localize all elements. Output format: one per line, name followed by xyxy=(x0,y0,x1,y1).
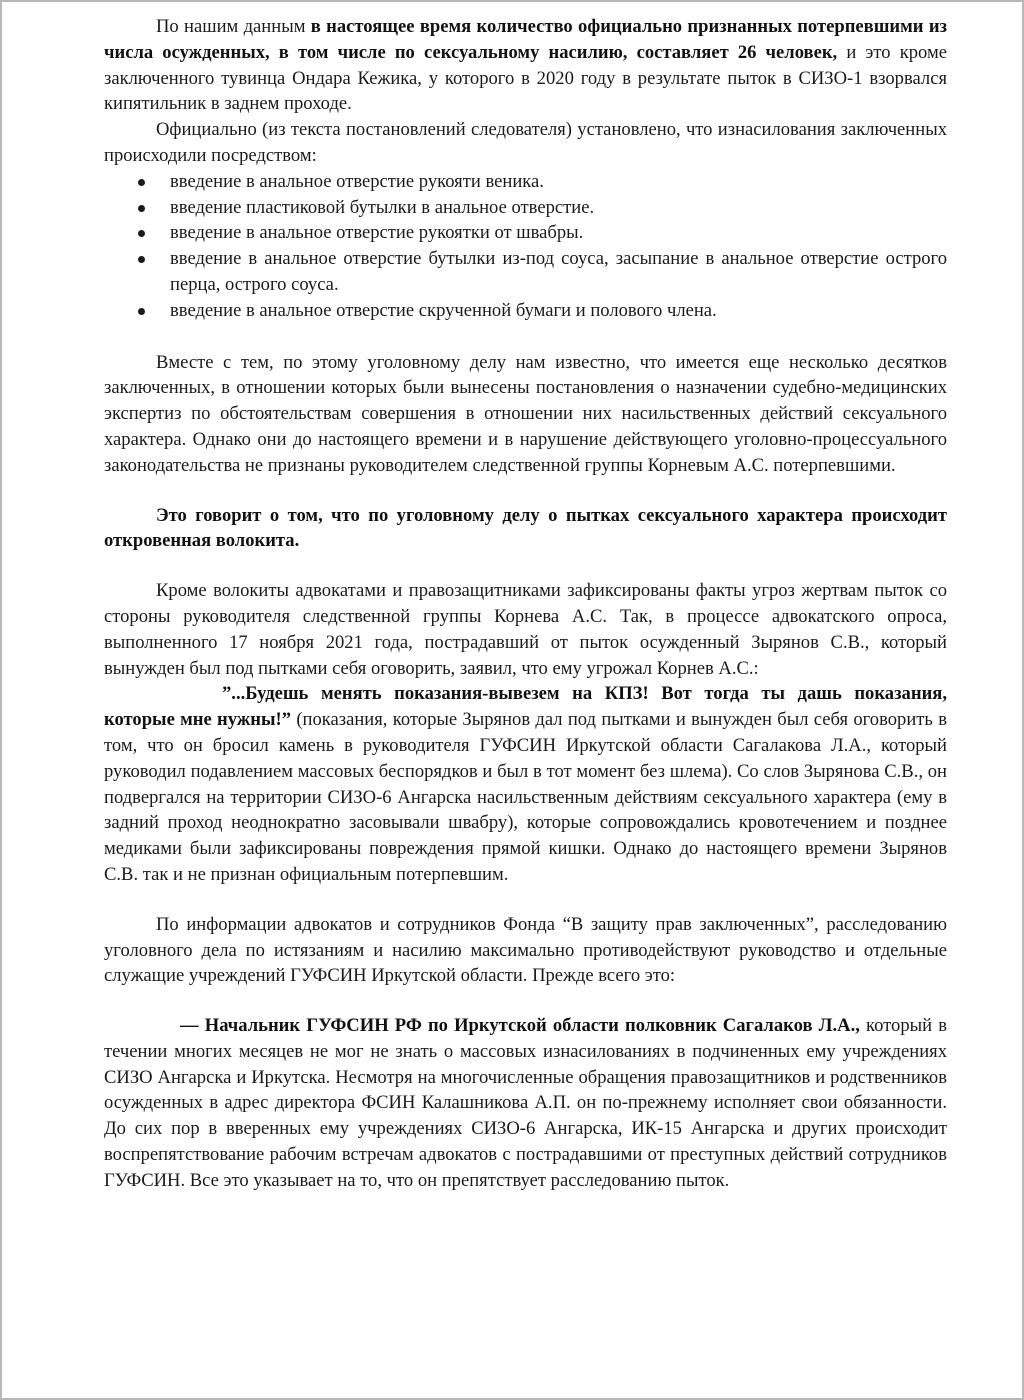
bold-victims-statement: в настоящее время количество официально признанных потерпевшими из числа осужденных, в том числе по сексуальному насилию, составляет 26 человек, xyxy=(104,16,948,63)
bullet-icon xyxy=(138,256,145,263)
text-run: который в течении многих месяцев не мог не знать о массовых изнасилованиях в подчиненных ему учреждениях СИЗО Ангарска и Иркутска. Несмотря на многочисленные обращения правозащитников и родственников осужденных в адрес директора ФСИН Калашникова А.П. он по-прежнему исполняет свои обязанности. До сих пор в вверенных ему учреждениях СИЗО-6 Ангарска, ИК-15 Ангарска и других происходит воспрепятствование рабочим встречам адвокатов с пострадавшими от преступных действий сотрудников ГУФСИН. Все это указывает на то, что он препятствует расследованию пыток. xyxy=(104,1015,947,1191)
paragraph-fund-information: По информации адвокатов и сотрудников Фонда “В защиту прав заключенных”, расследованию уголовного дела по истязаниям и насилию максимально противодействуют руководство и отдельные служащие учреждений ГУФСИН Иркутской области. Прежде всего это: xyxy=(104,913,947,987)
bullet-icon xyxy=(138,230,145,237)
methods-list xyxy=(104,169,947,324)
document-body xyxy=(104,14,947,1194)
spacer xyxy=(104,324,947,350)
paragraph-unrecognized-victims: Вместе с тем, по этому уголовному делу нам известно, что имеется еще несколько десятков заключенных, в отношении которых были вынесены постановления о назначении судебно-медицинских экспертиз по обстоятельствам совершения в отношении них насильственных действий сексуального характера. Однако они до настоящего времени и в нарушение действующего уголовно-процессуального законодательства не признаны руководителем следственной группы Корневым А.С. потерпевшими. xyxy=(104,351,947,476)
list-item-text: введение в анальное отверстие рукоятки от швабры. xyxy=(170,222,584,244)
list-item xyxy=(104,169,947,195)
list-item-text: введение в анальное отверстие скрученной бумаги и полового члена. xyxy=(170,299,717,321)
bold-official-name: — Начальник ГУФСИН РФ по Иркутской области полковник Сагалаков Л.А., xyxy=(180,1015,860,1037)
spacer xyxy=(104,554,947,578)
list-item xyxy=(104,220,947,246)
bullet-icon xyxy=(138,205,145,212)
list-item xyxy=(104,195,947,221)
paragraph-delay-conclusion xyxy=(104,503,947,555)
spacer xyxy=(104,989,947,1013)
list-item-text: введение в анальное отверстие рукояти веника. xyxy=(170,170,544,192)
bullet-icon xyxy=(138,179,145,186)
list-item-text: введение пластиковой бутылки в анальное отверстие. xyxy=(170,196,595,218)
paragraph-quote-zyryanov xyxy=(104,681,947,887)
bullet-icon xyxy=(138,308,145,315)
list-item xyxy=(104,298,947,324)
text-run: (показания, которые Зырянов дал под пытками и вынужден был себя оговорить в том, что он бросил камень в руководителя ГУФСИН Иркутской области Сагалакова Л.А., который руководил подавлением массовых беспорядков и был в тот момент без шлема). Со слов Зырянова С.В., он подвергался на территории СИЗО-6 Ангарска насильственным действиям сексуального характера (ему в задний проход неоднократно засовывали швабру), которые сопровождались кровотечением и позднее медиками были зафиксированы повреждения прямой кишки. Однако до настоящего времени Зырянов С.В. так и не признан официальным потерпевшим. xyxy=(104,709,947,885)
spacer xyxy=(104,888,947,912)
paragraph-sagalakov xyxy=(104,1013,947,1194)
list-item-text: введение в анальное отверстие бутылки из-под соуса, засыпание в анальное отверстие острого перца, острого соуса. xyxy=(170,248,947,295)
text-run: По нашим данным xyxy=(156,16,311,37)
list-item xyxy=(104,246,947,298)
spacer xyxy=(104,479,947,503)
paragraph-threats: Кроме волокиты адвокатами и правозащитниками зафиксированы факты угроз жертвам пыток со стороны руководителя следственной группы Корнева А.С. Так, в процессе адвокатского опроса, выполненного 17 ноября 2021 года, пострадавший от пыток осужденный Зырянов С.В., который вынужден был под пытками себя оговорить, заявил, что ему угрожал Корнев А.С.: xyxy=(104,580,947,679)
text-run: и это кроме заключенного тувинца Ондара Кежика, у которого в 2020 году в результате пыток в СИЗО-1 взорвался кипятильник в заднем проходе. xyxy=(104,41,947,115)
bold-quote: ”...Будешь менять показания-вывезем на КПЗ! Вот тогда ты дашь показания, которые мне нужны!” xyxy=(104,683,947,731)
paragraph-victims-count xyxy=(104,14,947,117)
bold-conclusion: Это говорит о том, что по уголовному делу о пытках сексуального характера происходит откровенная волокита. xyxy=(104,504,947,552)
paragraph-official-findings: Официально (из текста постановлений следователя) установлено, что изнасилования заключенных происходили посредством: xyxy=(104,119,947,166)
